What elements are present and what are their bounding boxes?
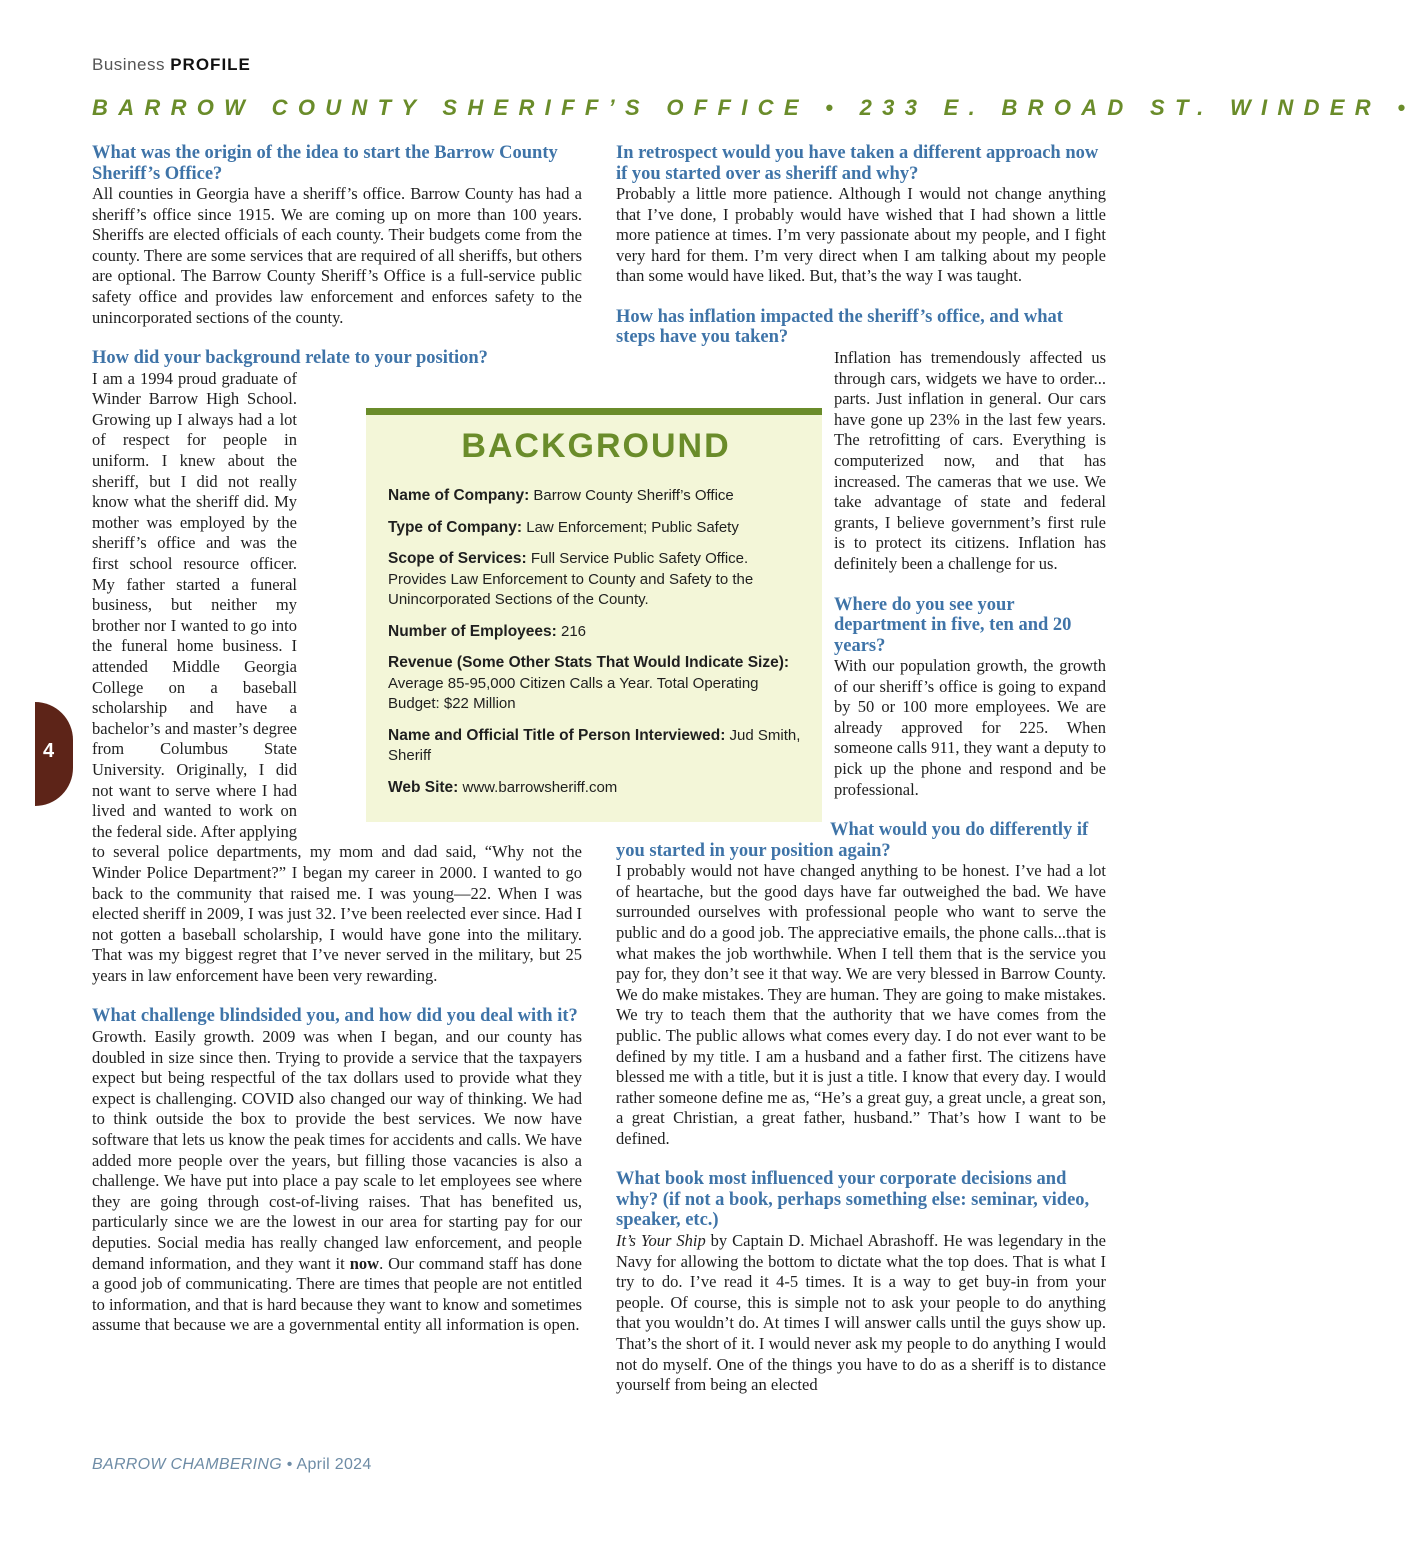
answer-text: I am a 1994 proud graduate of Winder Barrow High School. Growing up I always had a lot of respect for people in uniform. I knew about the sheriff, but I did not really know what the sheriff did. My mother was employed by the sheriff’s office and was the first school resource officer. My father started a funeral business, but neither my brother nor I wanted to go into the funeral home business. I attended Middle Georgia College on a baseball scholarship and have a bachelor’s and master’s degree from Columbus State University. Originally, I did not want to serve where I had lived and wanted to work on the federal side. After applying to several police departments, my mom and dad said, “Why not the Winder Police Department?” I began my career in 2000. I wanted to go back to the community that raised me. I was young—22. When I was elected sheriff in 2009, I was just 32. I’ve been reelected ever since. Had I not gotten a baseball scholarship, I would have gone into the military. That was my biggest regret that I’ve never served in the military, but 25 years in law enforcement have been very rewarding. [92,368,582,985]
question-heading: How did your background relate to your position? [92,348,488,369]
answer-part: Inflation has tremendously affected us through cars, widgets we have to order... parts. Just inflation in general. Our cars have gone up 23% in the last few years. The retrofitting of cars. Everything is computerized now, and that has increased. The cameras that we use. We take advantage of state and federal grants, I believe government’s first rule is to protect its citizens. Inflation has definitely been a challenge for us. [834,347,1106,573]
address-banner: BARROW COUNTY SHERIFF’S OFFICE • 233 E. BROAD ST. WINDER • [92,95,1415,120]
item-label: Type of Company: [388,518,523,536]
background-item [388,549,804,611]
question-heading: How has inflation impacted the sheriff’s office, and what steps have you taken? [616,306,1063,348]
book-title: It’s Your Ship [616,1230,706,1250]
item-value: Full Service Public Safety Office. Provides Law Enforcement to County and Safety to the Unincorporated Sections of the County. [388,550,754,608]
section-label [92,55,251,75]
answer-text: With our population growth, the growth of our sheriff’s office is going to expand by 50 or 100 more employees. We are already approved for 225. When someone calls 911, they want a deputy to pick up the phone and respond and be professional. [834,656,1106,799]
item-value: Barrow County Sheriff’s Office [529,487,734,504]
question-heading [616,820,1106,861]
item-value: 216 [556,622,587,640]
footer-separator: • [282,1456,297,1473]
item-value: Jud Smith, Sheriff [388,726,801,764]
question-heading: Where do you see your department in five, ten and 20 years? [834,594,1072,656]
question-heading: In retrospect would you have taken a different approach now if you started over as sheriff and why? [616,143,1099,184]
item-label: Number of Employees: [388,622,557,640]
background-item [388,653,804,715]
question-heading: What challenge blindsided you, and how did you deal with it? [92,1006,578,1027]
section-prefix: Business [92,55,165,74]
answer-text [616,1231,1106,1396]
question-heading: What book most influenced your corporate decisions and why? (if not a book, perhaps something else: seminar, video, speaker, etc.) [616,1169,1090,1231]
background-item [388,622,804,643]
answer-emphasis: now [349,1253,380,1273]
background-sidebar [366,408,822,822]
answer-text: All counties in Georgia have a sheriff’s office. Barrow County has had a sheriff’s office since 1915. We are coming up on more than 100 years. Sheriffs are elected officials of each county. Their budgets come from the county. There are some services that are required of all sheriffs, but others are optional. The Barrow County Sheriff’s Office is a full-service public safety office and provides law enforcement and enforces safety to the unincorporated sections of the county. [92,184,582,327]
answer-part: Growth. Easily growth. 2009 was when I began, and our county has doubled in size since then. Trying to provide a service that the taxpayers expect but being respectful of the tax dollars used to provide what they expect is challenging. COVID also changed our way of thinking. We had to think outside the box to provide the best services. We now have software that lets us know the peak times for accidents and calls. We have added more people over the years, but filling those vacancies is also a challenge. We have put into place a pay scale to let employees see where they are going through cost-of-living raises. That has benefited us, particularly since we are the lowest in our area for starting pay for our deputies. Social media has really changed law enforcement, and people demand information, and they want it [92,1026,582,1273]
publication-name: BARROW CHAMBERING [92,1456,282,1473]
background-title: BACKGROUND [461,427,731,465]
item-label: Name and Official Title of Person Interviewed: [388,726,726,744]
item-value: Average 85-95,000 Citizen Calls a Year. Total Operating Budget: $22 Million [388,674,759,712]
background-item [388,726,804,767]
item-label: Scope of Services: [388,550,527,567]
item-value: www.barrowsheriff.com [458,778,618,796]
issue-date: April 2024 [296,1456,372,1473]
answer-part: by Captain D. Michael Abrashoff. He was legendary in the Navy for allowing the bottom to dictate what the top does. That is what I try to do. I’ve read it 4-5 times. It is a way to get buy-in from your people. Of course, this is simple not to ask your people to do anything that you wouldn’t do. At times I will answer calls until the guys show up. That’s the short of it. I would never ask my people to do anything I would not do myself. One of the things you have to do as a sheriff is to distance yourself from being an elected [616,1230,1106,1395]
question-part: What would you do differently if you started in your position again? [616,820,1089,861]
item-label: Name of Company: [388,487,530,504]
answer-text: Probably a little more patience. Although I would not change anything that I’ve done, I probably would have wished that I had shown a little more patience at times. I’m very passionate about my people, and I fight very hard for them. I’m very direct when I am talking about my people than some would have liked. But, that’s the way I was taught. [616,184,1106,286]
item-value: Law Enforcement; Public Safety [522,518,739,536]
answer-part: . Our command staff has done a good job of communicating. There are times that people are not entitled to information, and that is hard because they want to know and sometimes assume that because we are a governmental entity all information is open. [92,1253,582,1335]
footer [92,1456,372,1474]
item-label: Revenue (Some Other Stats That Would Indicate Size): [388,654,790,671]
answer-text [92,1027,582,1336]
question-heading: What was the origin of the idea to start the Barrow County Sheriff’s Office? [92,143,558,184]
section-title: PROFILE [170,55,251,74]
background-item [388,518,804,539]
background-item [388,778,804,799]
page-number: 4 [43,740,55,762]
item-label: Web Site: [388,778,459,796]
page-number-tab [35,702,73,806]
background-item [388,486,804,507]
answer-text: I probably would not have changed anything to be honest. I’ve had a lot of heartache, but the good days have far outweighed the bad. We have surrounded ourselves with professional people who want to serve the public and do a good job. The appreciative emails, the phone calls...that is what makes the job worthwhile. When I tell them that is the service you pay for, they don’t see it that way. We are very blessed in Barrow County. We do make mistakes. They are human. They are going to make mistakes. We try to teach them that the authority that we have comes from the public. The public allows what comes every day. I do not ever want to be defined by my title. I am a husband and a father first. The citizens have blessed me with a title, but it is just a title. I know that every day. I would rather someone define me as, “He’s a great guy, a great uncle, a great son, a great Christian, a great father, husband.” That’s how I want to be defined. [616,861,1106,1148]
